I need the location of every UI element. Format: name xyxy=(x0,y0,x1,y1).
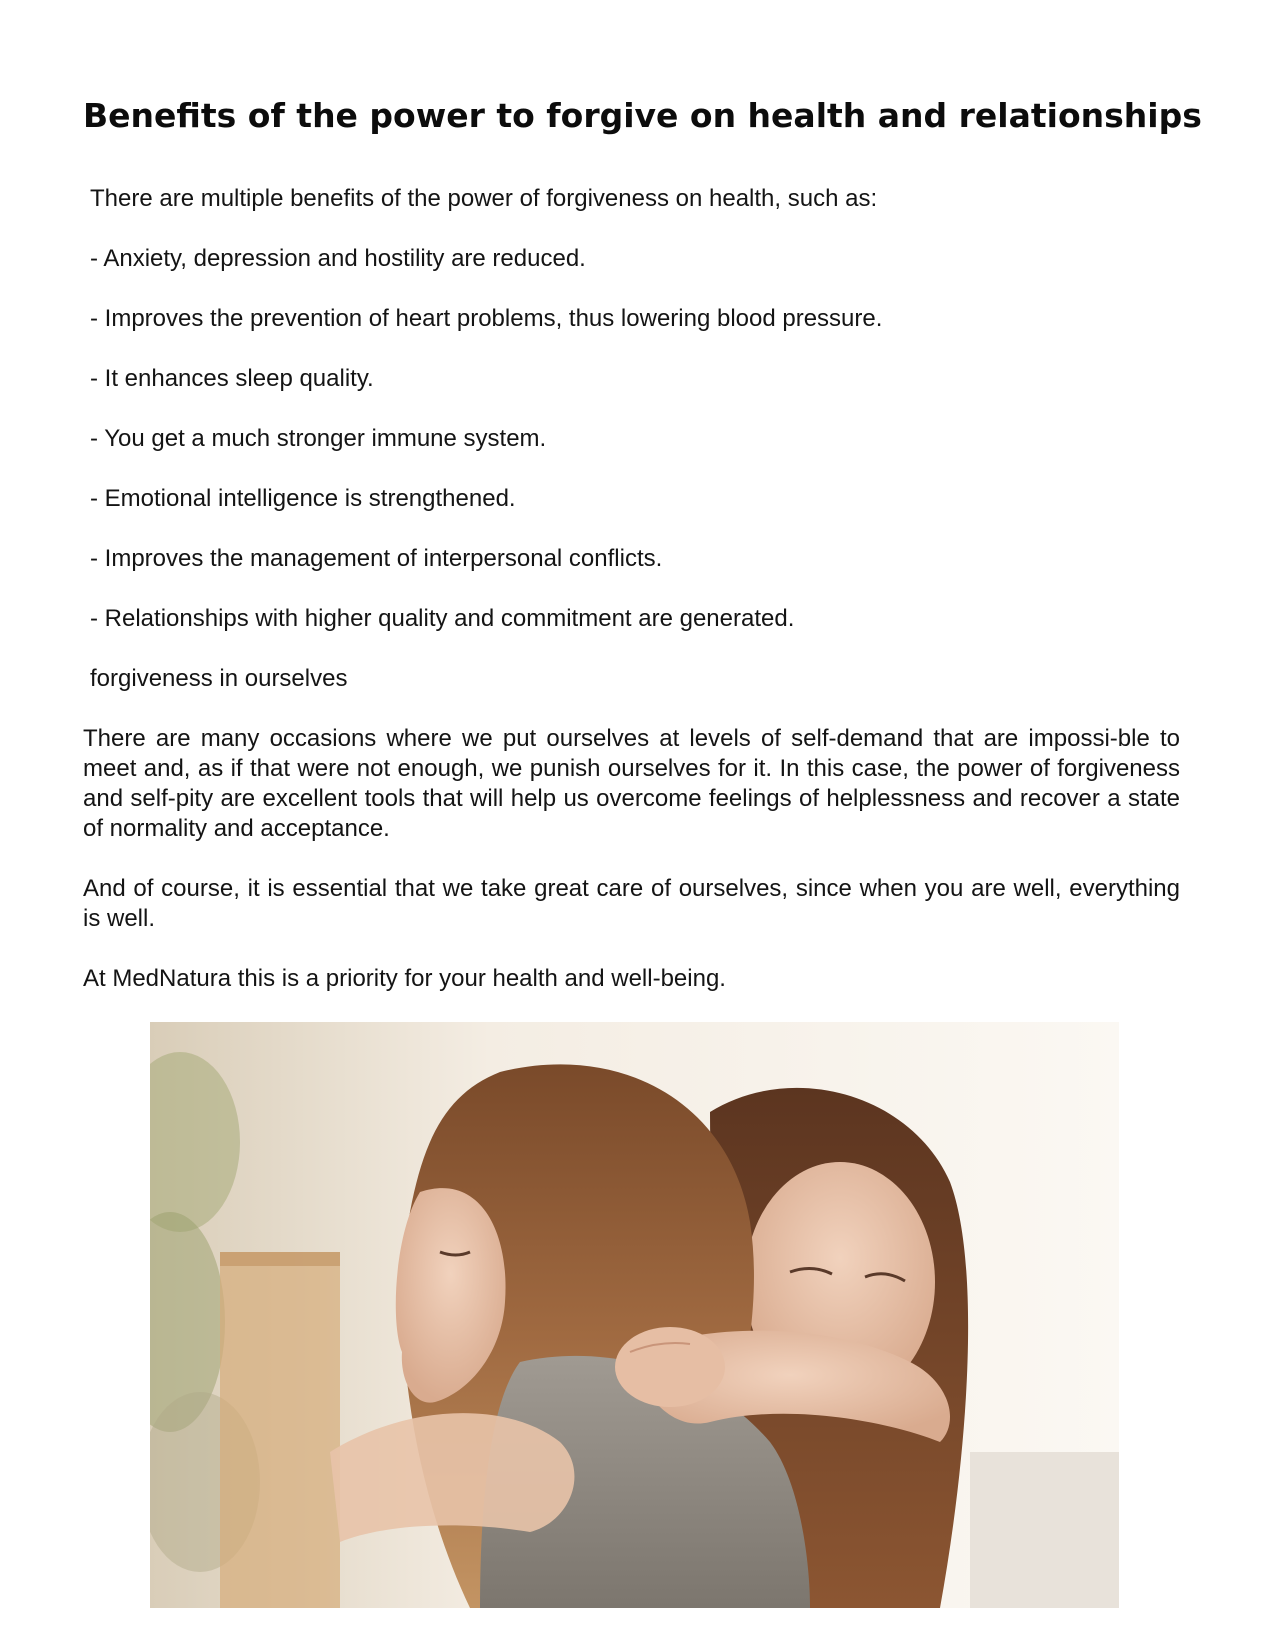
hug-photo xyxy=(150,1022,1119,1608)
benefit-item: - You get a much stronger immune system. xyxy=(90,425,547,452)
body-paragraph: And of course, it is essential that we take great care of ourselves, since when you are well, everything is well. xyxy=(83,875,1180,932)
body-paragraph: At MedNatura this is a priority for your health and well-being. xyxy=(83,965,726,992)
hug-illustration xyxy=(150,1022,1119,1608)
body-paragraph: There are many occasions where we put ourselves at levels of self-demand that are impossi-ble to meet and, as if that were not enough, we punish ourselves for it. In this case, the power of forgiveness and self-pity are excellent tools that will help us overcome feelings of helplessness and recover a state of normality and acceptance. xyxy=(83,725,1180,842)
page-title: Benefits of the power to forgive on health and relationships xyxy=(83,96,1202,135)
benefit-item: - Emotional intelligence is strengthened. xyxy=(90,485,516,512)
intro-text: There are multiple benefits of the power of forgiveness on health, such as: xyxy=(90,185,878,212)
benefit-item: - Improves the prevention of heart problems, thus lowering blood pressure. xyxy=(90,305,883,332)
benefit-item: - Improves the management of interpersonal conflicts. xyxy=(90,545,663,572)
benefit-item: - Anxiety, depression and hostility are reduced. xyxy=(90,245,586,272)
benefit-item: - It enhances sleep quality. xyxy=(90,365,374,392)
benefit-item: - Relationships with higher quality and commitment are generated. xyxy=(90,605,795,632)
section-subheading: forgiveness in ourselves xyxy=(90,665,348,692)
